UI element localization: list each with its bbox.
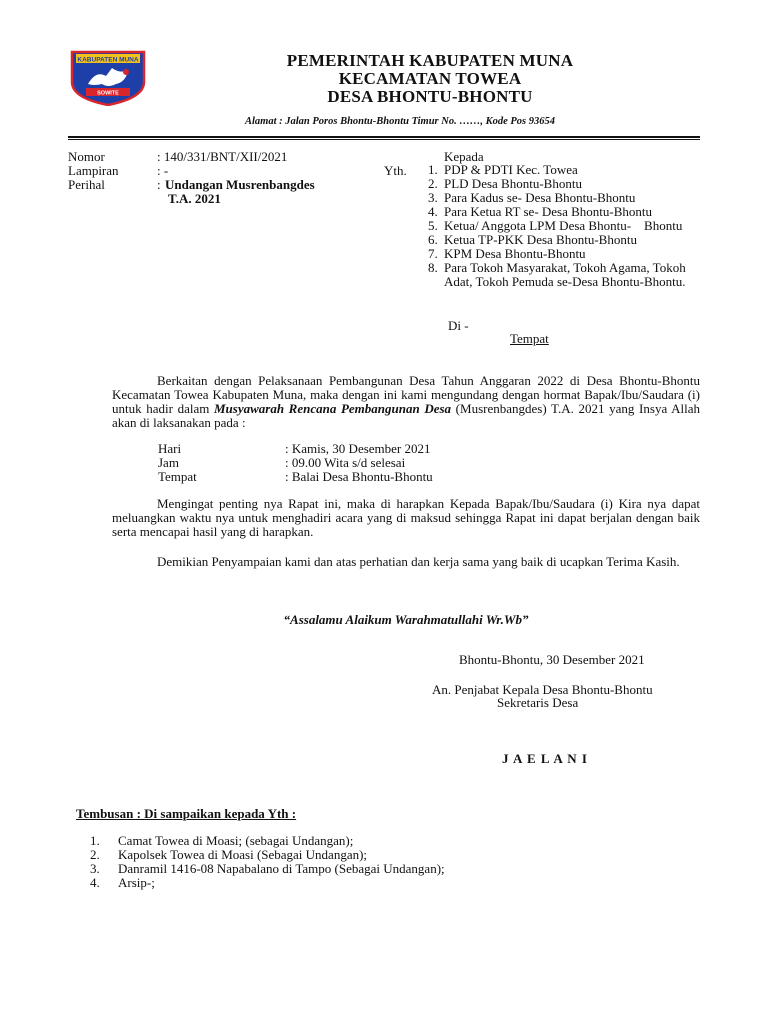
list-number: 1. (90, 833, 100, 848)
list-text: Para Kadus se- Desa Bhontu-Bhontu (444, 190, 636, 205)
opening-text-end: (Musrenbangdes) T.A. 2021 yang Insya Allah akan di laksanakan pada : (112, 401, 701, 430)
list-number: 5. (428, 218, 438, 233)
list-item (428, 247, 718, 261)
list-number: 6. (428, 232, 438, 247)
list-text: Ketua/ Anggota LPM Desa Bhontu- Bhontu (444, 218, 683, 233)
yth-label: Yth. (384, 163, 407, 178)
request-paragraph: Mengingat penting nya Rapat ini, maka di harapkan Kepada Bapak/Ibu/Saudara (i) Kira nya dapat meluangkan waktu nya untuk menghadiri acara yang di maksud sehingga Rapat ini dapat berjalan dengan baik serta mencapai hasil yang di harapkan. (112, 496, 700, 539)
list-number: 2. (428, 176, 438, 191)
list-text: Kapolsek Towea di Moasi (Sebagai Undangan); (118, 847, 368, 862)
closing-paragraph: Demikian Penyampaian kami dan atas perhatian dan kerja sama yang baik di ucapkan Terima Kasih. (157, 554, 680, 569)
header-government: PEMERINTAH KABUPATEN MUNA (286, 51, 574, 70)
list-item (90, 834, 590, 848)
tembusan-heading: Tembusan : Di sampaikan kepada Yth : (76, 806, 297, 821)
list-number: 2. (90, 847, 100, 862)
header-address: Alamat : Jalan Poros Bhontu-Bhontu Timur No. ……, Kode Pos 93654 (244, 116, 555, 127)
list-number: 4. (90, 875, 100, 890)
schedule (158, 442, 433, 484)
list-text: PLD Desa Bhontu-Bhontu (444, 176, 582, 191)
recipients-list (428, 163, 718, 289)
list-number: 4. (428, 204, 438, 219)
header-rule-thick (68, 136, 700, 138)
tembusan-list (90, 834, 590, 890)
schedule-label: Tempat (158, 469, 197, 484)
list-text: KPM Desa Bhontu-Bhontu (444, 246, 586, 261)
schedule-row (158, 456, 433, 470)
schedule-value: : Balai Desa Bhontu-Bhontu (285, 469, 433, 484)
list-number: 8. (428, 260, 438, 275)
perihal-label: Perihal (68, 177, 105, 192)
signer-position: Sekretaris Desa (497, 695, 579, 710)
emblem-bottom-text: SOWITE (97, 90, 119, 97)
lampiran-value: : - (157, 163, 169, 178)
signer-name: J A E L A N I (502, 751, 588, 766)
recipients-heading: Kepada (444, 149, 484, 164)
tempat-label: Tempat (510, 331, 549, 346)
schedule-value: : 09.00 Wita s/d selesai (285, 455, 406, 470)
muna-regency-emblem (68, 48, 148, 106)
list-item (428, 205, 718, 219)
list-number: 3. (90, 861, 100, 876)
schedule-row (158, 470, 433, 484)
header-district: KECAMATAN TOWEA (338, 69, 522, 88)
list-text: Arsip-; (118, 875, 155, 890)
nomor-label: Nomor (68, 149, 105, 164)
list-item (90, 862, 590, 876)
event-name: Musyawarah Rencana Pembangunan Desa (213, 401, 452, 416)
signer-title: An. Penjabat Kepala Desa Bhontu-Bhontu (432, 682, 653, 697)
list-item (428, 177, 718, 191)
perihal-colon: : (157, 177, 161, 192)
perihal-value-line2: T.A. 2021 (168, 191, 221, 206)
schedule-label: Jam (158, 455, 179, 470)
list-text: Para Tokoh Masyarakat, Tokoh Agama, Tokoh Adat, Tokoh Pemuda se-Desa Bhontu-Bhontu. (444, 260, 686, 289)
list-item (428, 163, 718, 177)
opening-paragraph (112, 374, 700, 430)
emblem-top-text: KABUPATEN MUNA (77, 56, 139, 64)
list-item (90, 848, 590, 862)
di-label: Di - (448, 318, 469, 333)
lampiran-label: Lampiran (68, 163, 119, 178)
list-item (428, 233, 718, 247)
schedule-value: : Kamis, 30 Desember 2021 (285, 441, 431, 456)
list-item (428, 219, 718, 233)
place-date: Bhontu-Bhontu, 30 Desember 2021 (459, 652, 645, 667)
perihal-value-line1: Undangan Musrenbangdes (165, 177, 315, 192)
list-text: Danramil 1416-08 Napabalano di Tampo (Sebagai Undangan); (118, 861, 445, 876)
list-text: Ketua TP-PKK Desa Bhontu-Bhontu (444, 232, 637, 247)
list-item (90, 876, 590, 890)
list-number: 3. (428, 190, 438, 205)
schedule-label: Hari (158, 441, 182, 456)
header-village: DESA BHONTU-BHONTU (327, 87, 533, 106)
list-text: PDP & PDTI Kec. Towea (444, 162, 578, 177)
opening-text: Berkaitan dengan Pelaksanaan Pembangunan Desa Tahun Anggaran 2022 di Desa Bhontu-Bhontu Kecamatan Towea Kabupaten Muna, maka dengan ini kami mengundang dengan hormat Bapak/Ibu/Saudara (i) untuk hadir dalam (112, 373, 700, 416)
header-rule-thin (68, 139, 700, 140)
list-item (428, 191, 718, 205)
list-item (428, 261, 718, 289)
nomor-value: : 140/331/BNT/XII/2021 (157, 149, 288, 164)
list-number: 7. (428, 246, 438, 261)
list-text: Camat Towea di Moasi; (sebagai Undangan); (118, 833, 354, 848)
list-number: 1. (428, 162, 438, 177)
greeting: “Assalamu Alaikum Warahmatullahi Wr.Wb” (283, 612, 529, 627)
schedule-row (158, 442, 433, 456)
list-text: Para Ketua RT se- Desa Bhontu-Bhontu (444, 204, 653, 219)
